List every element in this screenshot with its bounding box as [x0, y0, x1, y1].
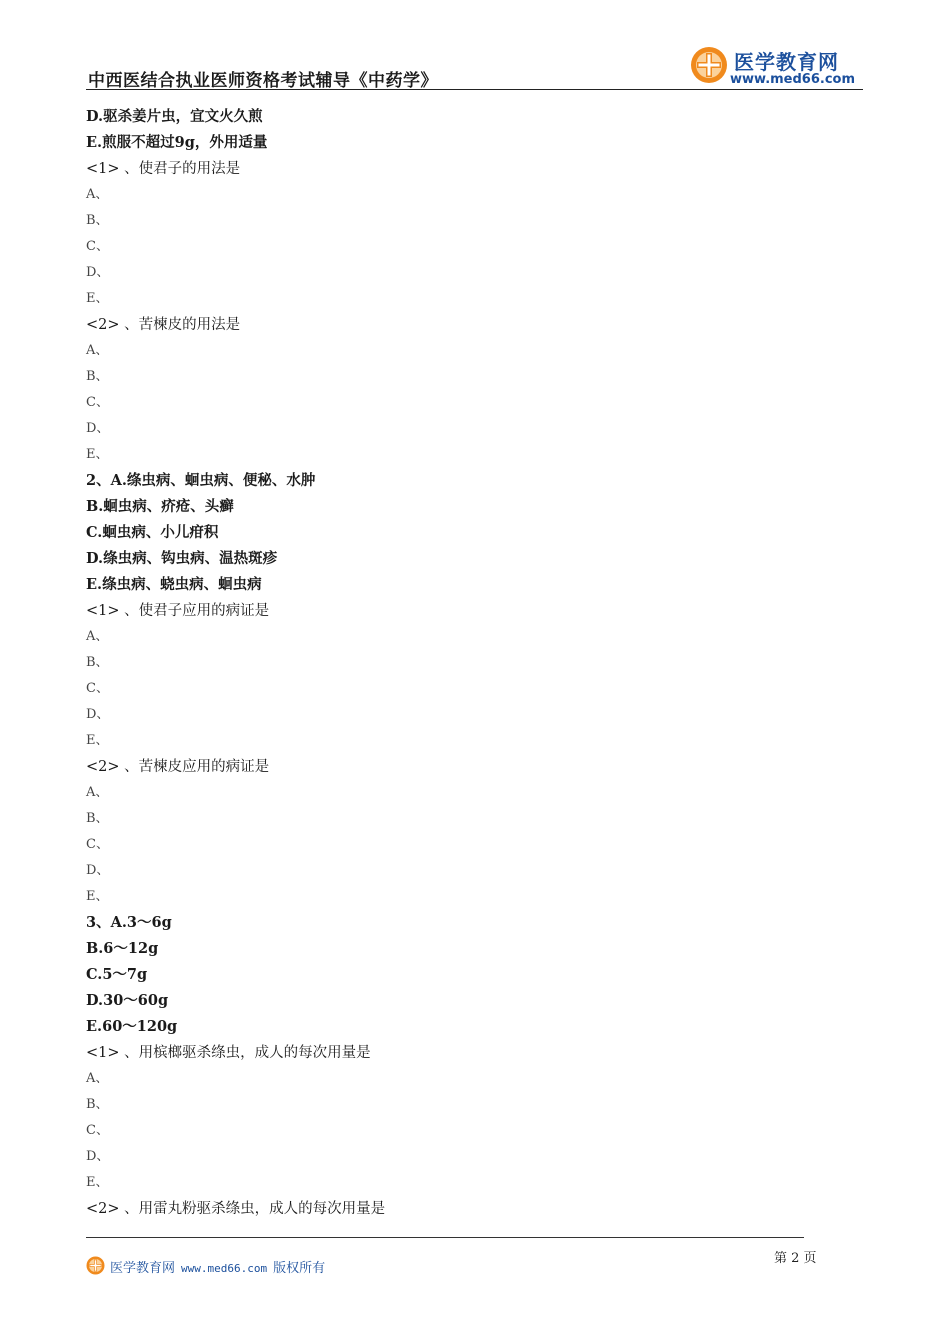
footer-brand-name: 医学教育网 [110, 1261, 176, 1276]
answer-option-line: A、 [86, 785, 109, 800]
question-line: <1> 、使君子应用的病证是 [86, 603, 270, 619]
answer-option-line: D、 [86, 421, 110, 436]
option-choice-line: E.煎服不超过9g，外用适量 [86, 134, 268, 151]
answer-option-line: B、 [86, 369, 109, 384]
answer-option-line: A、 [86, 629, 109, 644]
answer-option-line: D、 [86, 265, 110, 280]
answer-option-line: A、 [86, 187, 109, 202]
medical-cross-logo-icon [690, 46, 728, 84]
page-number: 第 2 页 [774, 1251, 817, 1266]
answer-option-line: C、 [86, 395, 109, 410]
document-title: 中西医结合执业医师资格考试辅导《中药学》 [88, 71, 438, 91]
option-choice-line: D.30～60g [86, 992, 169, 1009]
answer-option-line: C、 [86, 239, 109, 254]
footer-divider [86, 1237, 804, 1238]
answer-option-line: D、 [86, 707, 110, 722]
answer-option-line: B、 [86, 811, 109, 826]
answer-option-line: B、 [86, 655, 109, 670]
header-divider [86, 89, 863, 90]
answer-option-line: B、 [86, 213, 109, 228]
option-choice-line: E.60～120g [86, 1018, 178, 1035]
option-choice-line: B.蛔虫病、疥疮、头癣 [86, 498, 234, 515]
answer-option-line: B、 [86, 1097, 109, 1112]
option-choice-line: B.6～12g [86, 940, 159, 957]
option-choice-line: D.绦虫病、钩虫病、温热斑疹 [86, 550, 278, 567]
logo-url: www.med66.com [730, 72, 856, 87]
med66-logo [690, 44, 865, 90]
option-choice-line: D.驱杀姜片虫，宜文火久煎 [86, 108, 263, 125]
logo-chinese-name: 医学教育网 [734, 50, 839, 74]
answer-option-line: E、 [86, 1175, 109, 1190]
question-content [86, 104, 846, 1222]
question-line: <2> 、苦楝皮应用的病证是 [86, 759, 270, 775]
answer-option-line: D、 [86, 863, 110, 878]
answer-option-line: D、 [86, 1149, 110, 1164]
question-line: <2> 、用雷丸粉驱杀绦虫，成人的每次用量是 [86, 1201, 386, 1217]
answer-option-line: C、 [86, 1123, 109, 1138]
answer-option-line: C、 [86, 681, 109, 696]
question-line: <1> 、使君子的用法是 [86, 161, 241, 177]
answer-option-line: A、 [86, 1071, 109, 1086]
answer-option-line: E、 [86, 447, 109, 462]
question-line: <2> 、苦楝皮的用法是 [86, 317, 241, 333]
answer-option-line: E、 [86, 889, 109, 904]
footer-url: www.med66.com [181, 1262, 268, 1275]
option-choice-line: 2、A.绦虫病、蛔虫病、便秘、水肿 [86, 472, 316, 489]
answer-option-line: E、 [86, 291, 109, 306]
footer-rights: 版权所有 [273, 1261, 326, 1276]
footer-copyright [110, 1257, 325, 1276]
option-choice-line: 3、A.3～6g [86, 914, 172, 931]
question-line: <1> 、用槟榔驱杀绦虫，成人的每次用量是 [86, 1045, 371, 1061]
answer-option-line: C、 [86, 837, 109, 852]
option-choice-line: C.蛔虫病、小儿疳积 [86, 524, 219, 541]
option-choice-line: E.绦虫病、蛲虫病、蛔虫病 [86, 576, 262, 593]
answer-option-line: A、 [86, 343, 109, 358]
option-choice-line: C.5～7g [86, 966, 148, 983]
answer-option-line: E、 [86, 733, 109, 748]
medical-cross-footer-icon [86, 1256, 105, 1275]
